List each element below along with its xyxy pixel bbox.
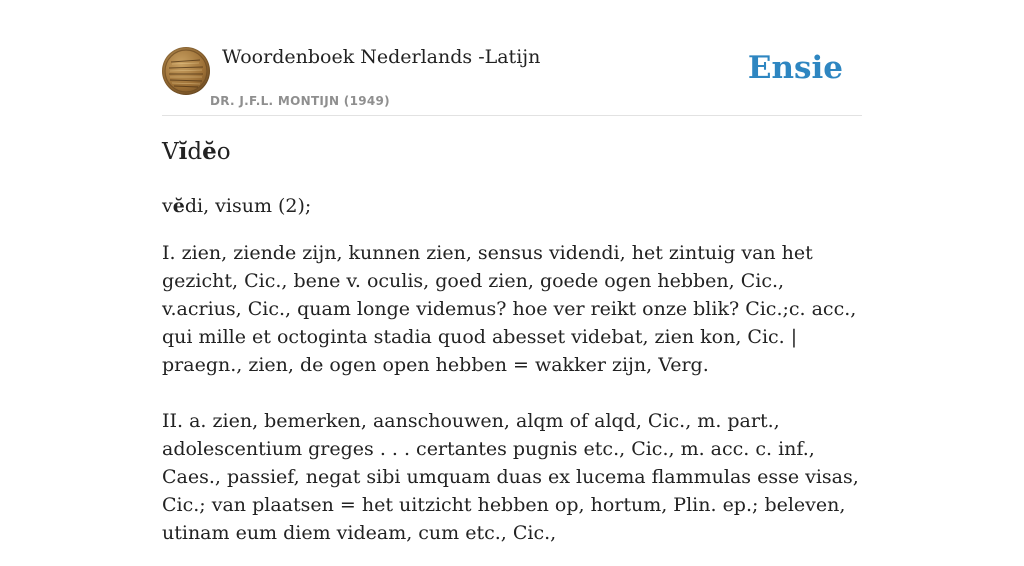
entry-title (162, 138, 231, 165)
coin-seal-icon[interactable] (162, 47, 210, 95)
definition-paragraph-2: II. a. zien, bemerken, aanschouwen, alqm of alqd, Cic., m. part., adolescentium greges . . . certantes pugnis etc., Cic., m. acc. c. inf., Caes., passief, negat sibi umquam duas ex lucema flammulas esse visas, Cic.; van plaatsen = het uitzicht hebben op, hortum, Plin. ep.; beleven, utinam eum diem videam, cum etc., Cic., (162, 410, 859, 544)
title-part: o (216, 139, 231, 165)
entry-forms: vĕdi, visum (2); (162, 195, 312, 217)
definition-paragraph-1: I. zien, ziende zijn, kunnen zien, sensus videndi, het zintuig van het gezicht, Cic., bene v. oculis, goed zien, goede ogen hebben, Cic., v.acrius, Cic., quam longe videmus? hoe ver reikt onze blik? Cic.;c. acc., qui mille et octoginta stadia quod abesset videbat, zien kon, Cic. | praegn., zien, de ogen open hebben = wakker zijn, Verg. (162, 242, 857, 376)
title-part: ĭ (178, 138, 188, 165)
ensie-logo-link[interactable]: Ensie (747, 50, 843, 86)
site-header (162, 44, 862, 116)
title-part: d (187, 139, 203, 165)
book-title[interactable]: Woordenboek Nederlands -Latijn (222, 46, 541, 68)
entry-content (162, 192, 862, 566)
title-part: V (162, 139, 179, 165)
book-author: DR. J.F.L. MONTIJN (1949) (210, 94, 390, 108)
title-part: ĕ (202, 138, 217, 165)
